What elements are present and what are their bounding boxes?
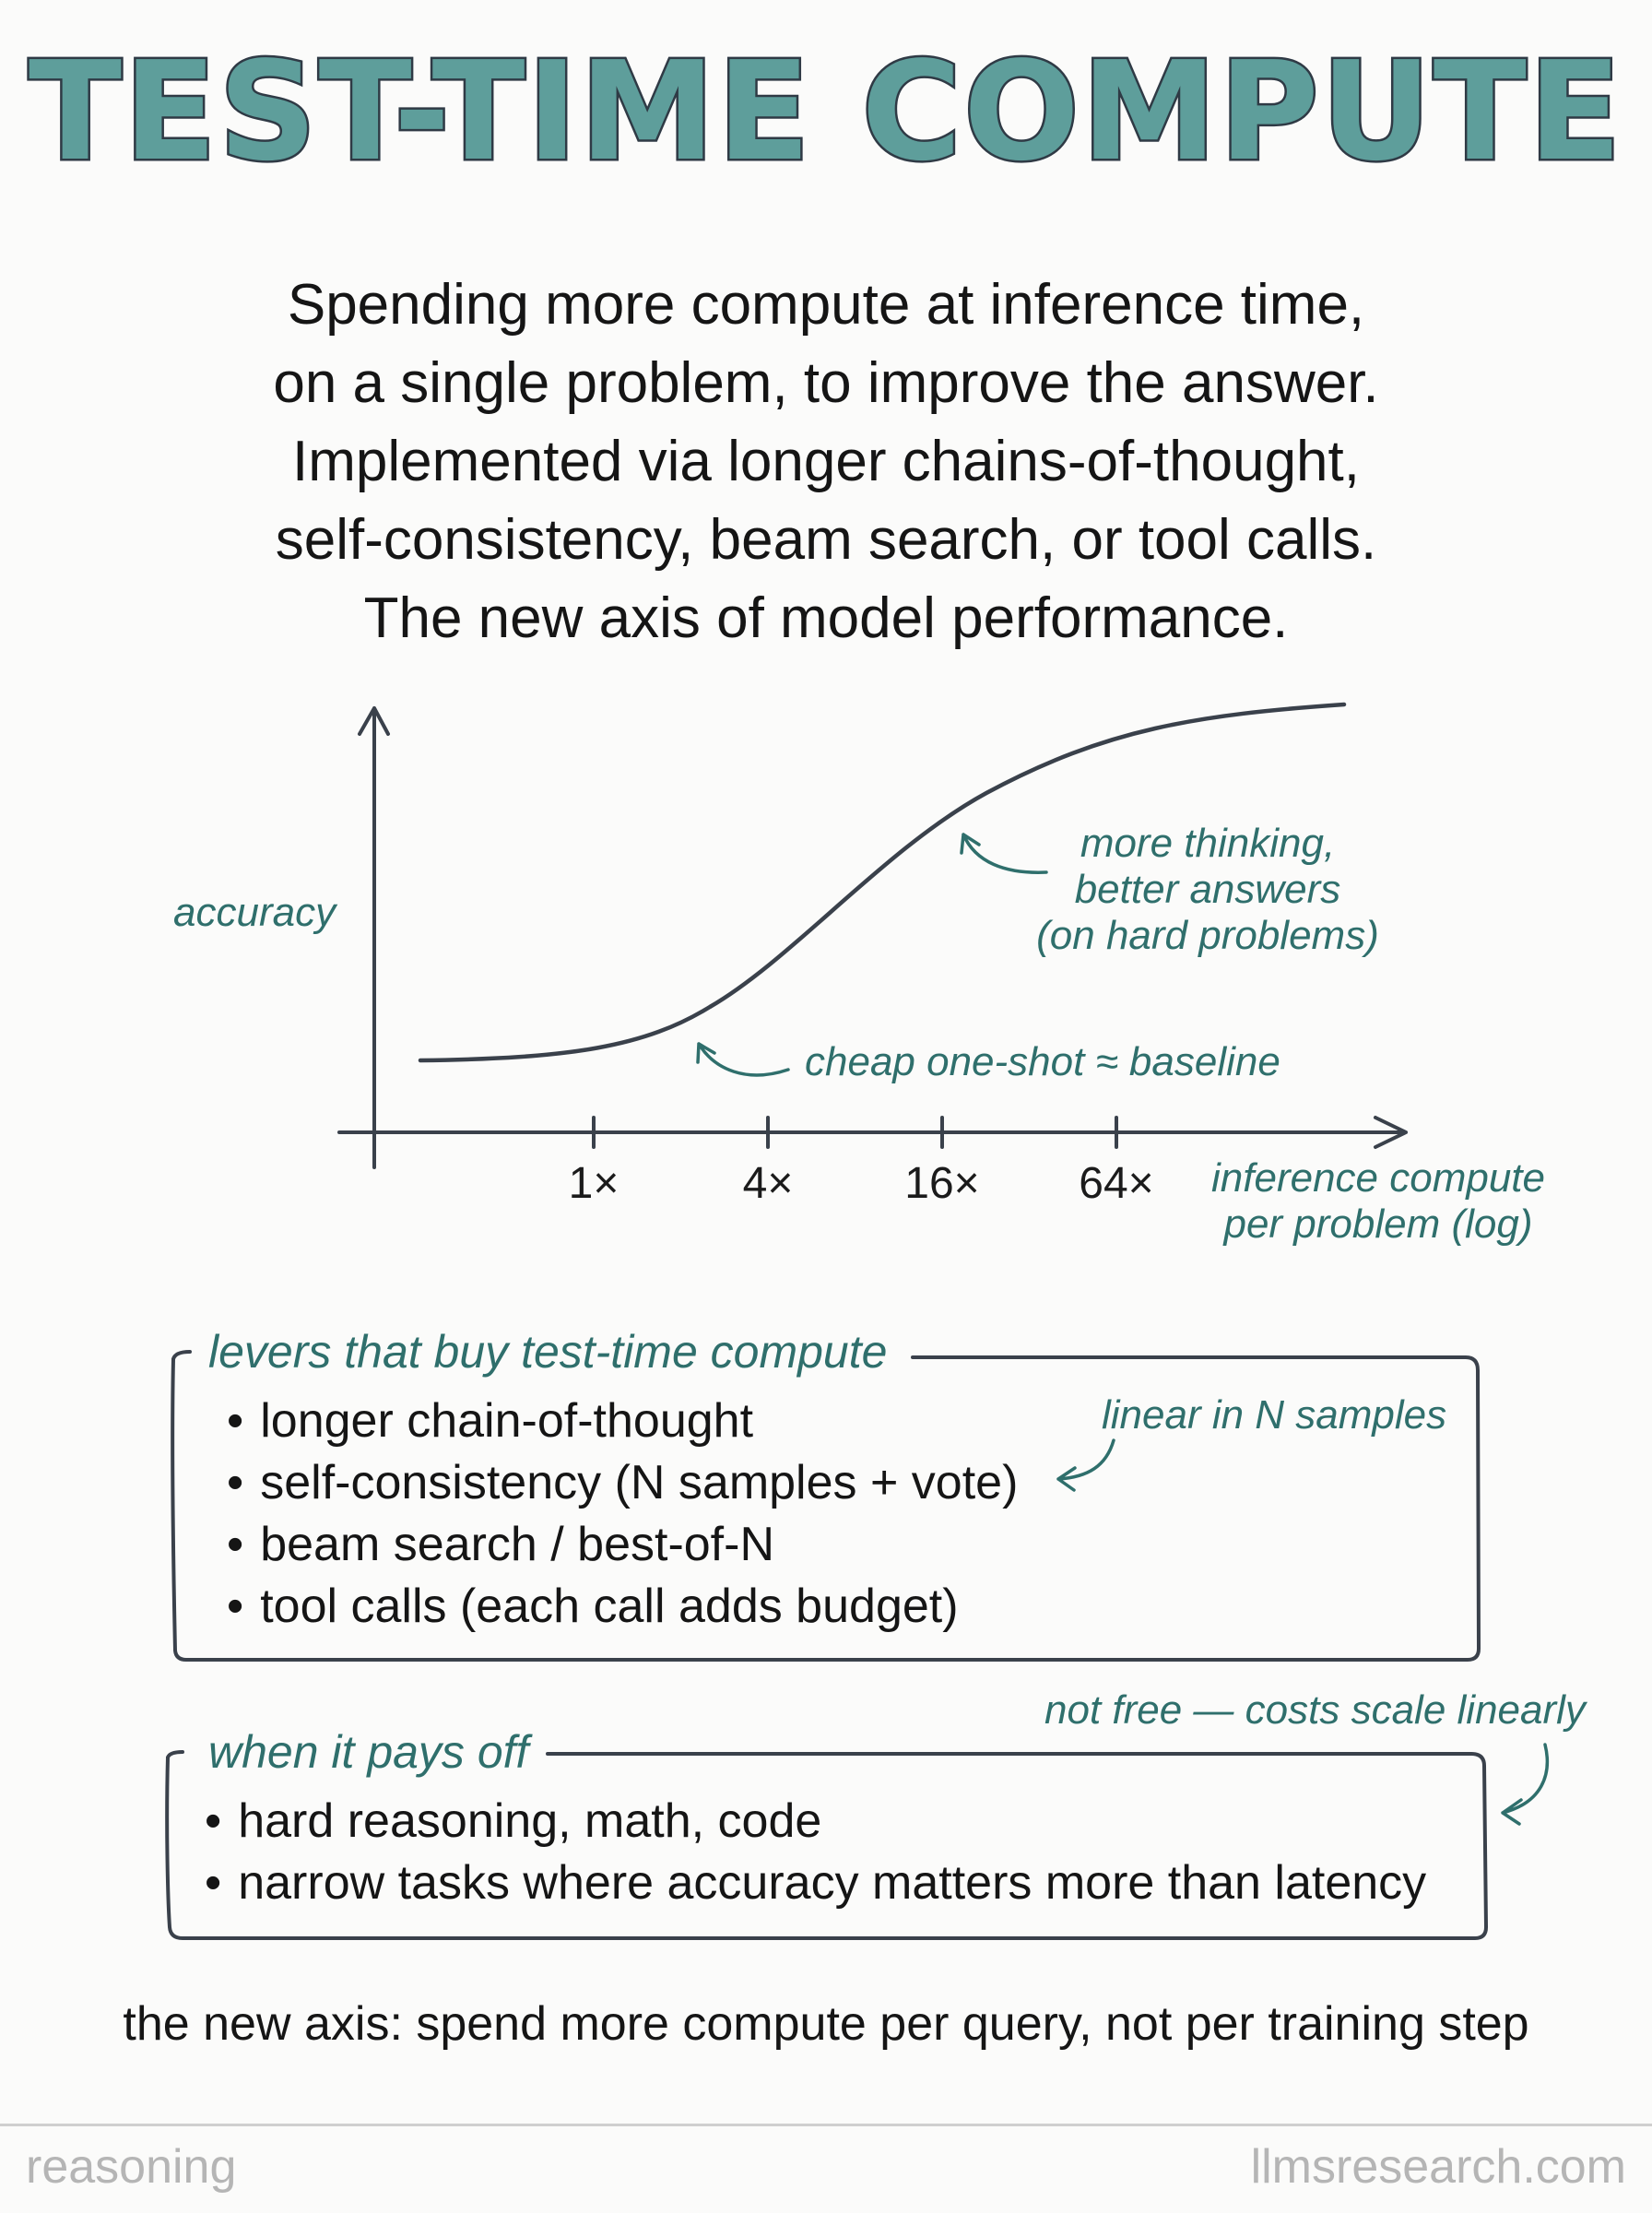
y-axis-label: accuracy <box>173 890 336 935</box>
payoff-list <box>205 1791 1426 1914</box>
arrow-levers-note <box>1058 1440 1114 1490</box>
y-axis <box>360 708 388 1167</box>
intro-line: Implemented via longer chains-of-thought, <box>292 430 1360 493</box>
x-axis-label-line: per problem (log) <box>1223 1201 1533 1247</box>
intro-line: self-consistency, beam search, or tool calls. <box>275 508 1377 572</box>
note-line: more thinking, <box>1080 821 1336 866</box>
page-title: TEST-TIME COMPUTE <box>29 32 1623 191</box>
tick-label: 4× <box>742 1159 794 1208</box>
x-axis <box>339 1118 1406 1147</box>
levers-side-note: linear in N samples <box>1102 1392 1447 1438</box>
payoff-box-title: when it pays off <box>195 1724 541 1780</box>
note-cheap-one-shot: cheap one-shot ≈ baseline <box>805 1039 1280 1084</box>
list-item: • hard reasoning, math, code <box>205 1791 1426 1852</box>
tagline: the new axis: spend more compute per query, not per training step <box>123 1997 1529 2051</box>
box-payoff-left-top <box>168 1752 183 1757</box>
note-line: better answers <box>1074 867 1341 912</box>
list-item: • narrow tasks where accuracy matters more than latency <box>205 1852 1426 1914</box>
list-item: • longer chain-of-thought <box>227 1391 1018 1452</box>
payoff-side-note: not free — costs scale linearly <box>1044 1687 1586 1733</box>
x-axis-label <box>1203 1155 1553 1248</box>
levers-list <box>227 1391 1018 1638</box>
footer-site: llmsresearch.com <box>1250 2140 1626 2194</box>
footer-divider <box>0 2124 1652 2126</box>
list-item: • self-consistency (N samples + vote) <box>227 1452 1018 1514</box>
footer-category: reasoning <box>26 2140 237 2194</box>
x-axis-label-line: inference compute <box>1211 1155 1545 1201</box>
box-levers-left-top <box>173 1352 190 1359</box>
note-line: (on hard problems) <box>1036 913 1379 958</box>
tick-label: 64× <box>1079 1159 1154 1208</box>
levers-box-title: levers that buy test-time compute <box>195 1324 900 1379</box>
intro-line: Spending more compute at inference time, <box>287 273 1365 337</box>
arrow-bottom-note <box>698 1044 788 1075</box>
list-item: • tool calls (each call adds budget) <box>227 1576 1018 1638</box>
tick-label: 16× <box>904 1159 980 1208</box>
arrow-payoff-note <box>1503 1745 1547 1824</box>
intro-line: on a single problem, to improve the answer. <box>273 351 1379 415</box>
note-more-thinking <box>1014 821 1401 959</box>
list-item: • beam search / best-of-N <box>227 1514 1018 1576</box>
intro-line: The new axis of model performance. <box>363 586 1289 650</box>
tick-label: 1× <box>568 1159 620 1208</box>
